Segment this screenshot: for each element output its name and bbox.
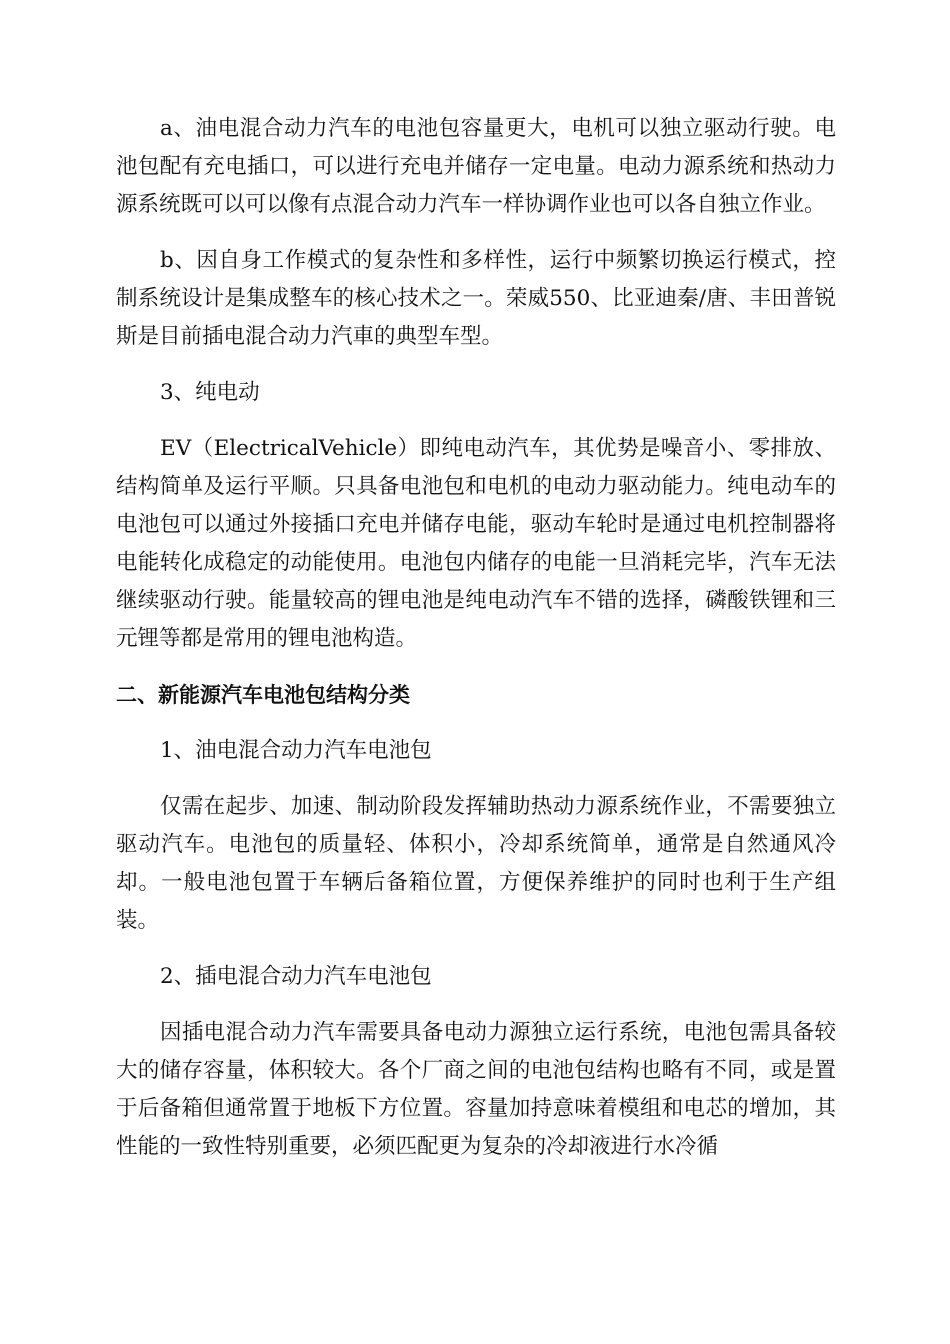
paragraph-phev-capacity: a、油电混合动力汽车的电池包容量更大，电机可以独立驱动行驶。电池包配有充电插口，可以进行充电并储存一定电量。电动力源系统和热动力源系统既可以可以像有点混合动力汽车一样协调作业也可以各自独立作业。: [116, 116, 836, 217]
section-heading-battery-structure: 二、新能源汽车电池包结构分类: [116, 683, 410, 707]
paragraph-ev-description: EV（ElectricalVehicle）即纯电动汽车，其优势是噪音小、零排放、结构简单及运行平顺。只具备电池包和电机的电动力驱动能力。纯电动车的电池包可以通过外接插口充电并储存电能，驱动车轮时是通过电机控制器将电能转化成稳定的动能使用。电池包内储存的电能一旦消耗完毕，汽车无法继续驱动行驶。能量较高的锂电池是纯电动汽车不错的选择，磷酸铁锂和三元锂等都是常用的锂电池构造。: [116, 436, 836, 651]
subheading-phev-battery: 2、插电混合动力汽车电池包: [160, 964, 432, 989]
subheading-pure-electric: 3、纯电动: [160, 380, 260, 405]
paragraph-phev-control: b、因自身工作模式的复杂性和多样性，运行中频繁切换运行模式，控制系统设计是集成整车的核心技术之一。荣威550、比亚迪秦/唐、丰田普锐斯是目前插电混合动力汽車的典型车型。: [116, 248, 836, 349]
paragraph-hev-battery: 仅需在起步、加速、制动阶段发挥辅助热动力源系统作业，不需要独立驱动汽车。电池包的质量轻、体积小，冷却系统简单，通常是自然通风冷却。一般电池包置于车辆后备箱位置，方便保养维护的同时也利于生产组装。: [116, 794, 836, 933]
paragraph-phev-battery: 因插电混合动力汽车需要具备电动力源独立运行系统，电池包需具备较大的储存容量，体积较大。各个厂商之间的电池包结构也略有不同，或是置于后备箱但通常置于地板下方位置。容量加持意味着模组和电芯的增加，其性能的一致性特别重要，必须匹配更为复杂的冷却液进行水冷循: [116, 1020, 836, 1159]
document-page: [116, 110, 836, 1184]
subheading-hev-battery: 1、油电混合动力汽车电池包: [160, 738, 432, 763]
